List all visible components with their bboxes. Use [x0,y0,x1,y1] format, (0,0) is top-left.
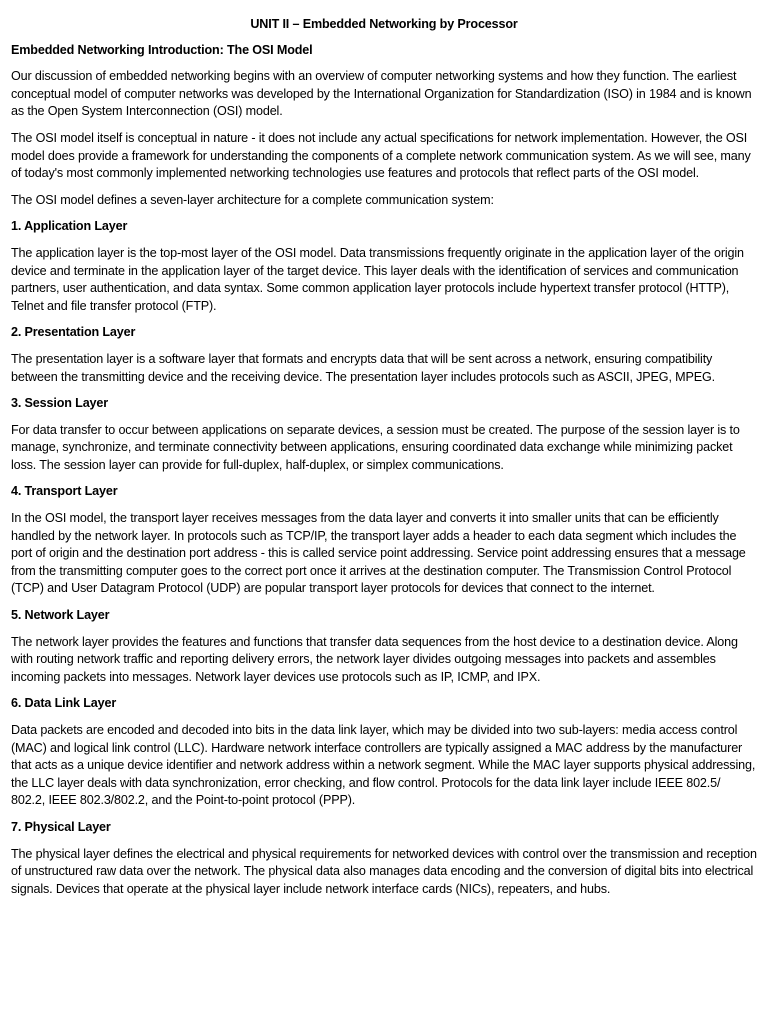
layer-text-physical: The physical layer defines the electrical and physical requirements for networked devices with control over the transmission and reception of unstructured raw data over the network. The physical data also manages data encoding and the conversion of digital bits into electrical signals. Devices that operate at the physical layer include network interface cards (NICs), repeaters, and hubs. [11,846,757,896]
layer-text-session: For data transfer to occur between applications on separate devices, a session must be created. The purpose of the session layer is to manage, synchronize, and terminate connectivity between applications, ensuring coordinated data exchange while minimizing packet loss. The session layer can provide for full-duplex, half-duplex, or simplex communications. [11,422,740,472]
layer-text-network: The network layer provides the features and functions that transfer data sequences from the host device to a destination device. Along with routing network traffic and reporting delivery errors, the network layer divides outgoing messages into packets and assembles incoming packets into messages. Network layer devices use protocols such as IP, ICMP, and IPX. [11,634,738,684]
layer-text-presentation: The presentation layer is a software layer that formats and encrypts data that will be sent across a network, ensuring compatibility between the transmitting device and the receiving device. The presentation layer includes protocols such as ASCII, JPEG, MPEG. [11,351,715,384]
layer-heading-data-link: 6. Data Link Layer [11,696,117,711]
intro-paragraph: The OSI model itself is conceptual in nature - it does not include any actual specifications for network implementation. However, the OSI model does provide a framework for understanding the components of a complete network communication system. As we will see, many of today's most commonly implemented networking technologies use features and protocols that reflect parts of the OSI model. [11,130,751,181]
section-title: Embedded Networking Introduction: The OSI Model [11,42,313,57]
layer-text-transport: In the OSI model, the transport layer receives messages from the data layer and converts it into smaller units that can be efficiently handled by the network layer. In protocols such as TCP/IP, the transport layer adds a header to each data segment which includes the port of origin and the destination port address - this is called service point addressing. Service point addressing ensures that a message from the transmitting computer goes to the correct port once it arrives at the destination computer. The Transmission Control Protocol (TCP) and User Datagram Protocol (UDP) are popular transport layer protocols for devices that connect to the internet. [11,511,746,596]
layer-heading-network: 5. Network Layer [11,608,110,623]
layer-heading-session: 3. Session Layer [11,396,109,411]
layer-text-data-link: Data packets are encoded and decoded into bits in the data link layer, which may be divided into two sub-layers: media access control (MAC) and logical link control (LLC). Hardware network interface controllers are typically assigned a MAC address by the manufacturer that acts as a unique device identifier and network address within a network segment. While the MAC layer supports physical addressing, the LLC layer deals with data synchronization, error checking, and flow control. Protocols for the data link layer include IEEE 802.5/ 802.2, IEEE 802.3/802.2, and the Point-to-point protocol (PPP). [11,723,756,808]
layer-heading-application: 1. Application Layer [11,219,128,234]
layer-heading-presentation: 2. Presentation Layer [11,325,136,340]
document-title: UNIT II – Embedded Networking by Processor [250,17,518,31]
layer-text-application: The application layer is the top-most layer of the OSI model. Data transmissions frequently originate in the application layer of the origin device and terminate in the application layer of the target device. This layer deals with the identification of services and communication partners, user authentication, and data syntax. Some common application layer protocols include hypertext transfer protocol (HTTP), Telnet and file transfer protocol (FTP). [11,245,744,313]
intro-paragraph: The OSI model defines a seven-layer architecture for a complete communication system: [11,192,494,207]
layer-heading-transport: 4. Transport Layer [11,484,118,499]
intro-paragraph: Our discussion of embedded networking begins with an overview of computer networking systems and how they function. The earliest conceptual model of computer networks was developed by the International Organization for Standardization (ISO) in 1984 and is known as the Open System Interconnection (OSI) model. [11,69,752,119]
layer-heading-physical: 7. Physical Layer [11,819,111,834]
